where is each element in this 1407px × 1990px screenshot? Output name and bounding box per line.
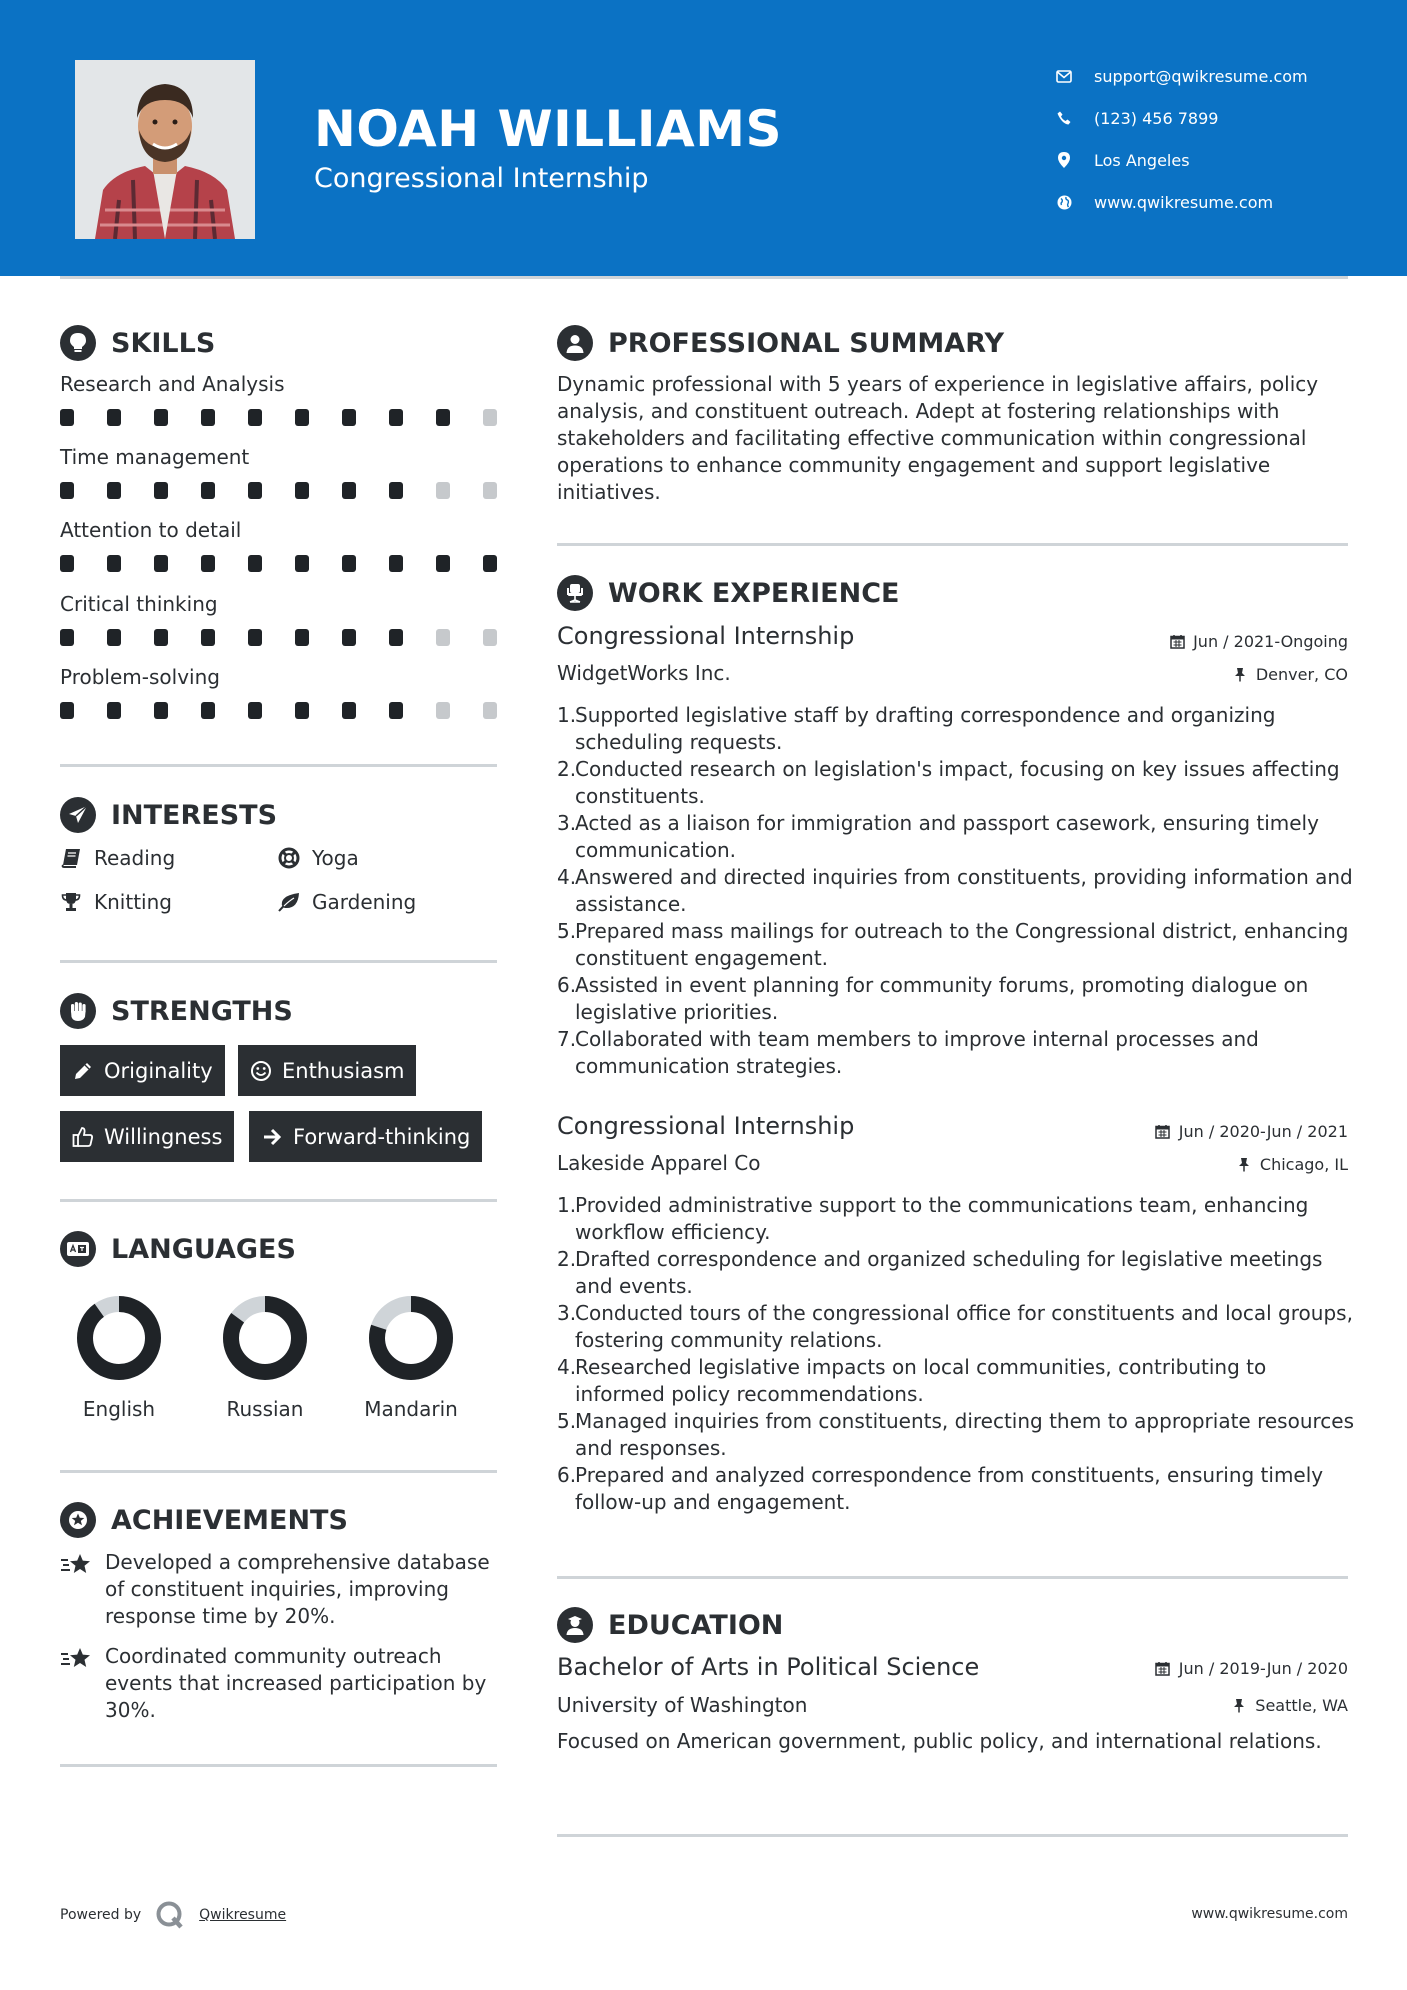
paper-plane-icon	[60, 797, 96, 833]
globe-icon	[1055, 193, 1073, 211]
pencil-icon	[72, 1060, 94, 1082]
rating-dot-filled	[201, 409, 215, 426]
strength-tag	[238, 1045, 416, 1096]
job-bullets	[557, 1192, 1357, 1516]
achievements-heading	[60, 1502, 348, 1538]
bullet-number: 5.	[557, 919, 577, 943]
bullet-number: 2.	[557, 757, 577, 781]
star-badge-icon	[60, 1502, 96, 1538]
skill-rating	[60, 629, 530, 646]
rating-dot-filled	[436, 409, 450, 426]
job-bullet	[557, 702, 1357, 756]
calendar-icon	[1169, 634, 1185, 650]
bullet-number: 3.	[557, 811, 577, 835]
job-company: WidgetWorks Inc.	[557, 661, 731, 685]
strength-label: Willingness	[104, 1124, 223, 1149]
strength-tag	[249, 1111, 482, 1162]
skill-name: Problem-solving	[60, 665, 220, 689]
rating-dot-filled	[154, 629, 168, 646]
life-ring-icon	[278, 847, 300, 869]
job-location	[1232, 665, 1348, 684]
rating-dot-filled	[201, 702, 215, 719]
rating-dot-filled	[201, 482, 215, 499]
contact-phone[interactable]	[1055, 97, 1308, 139]
rating-dot-filled	[201, 629, 215, 646]
education-location-text: Seattle, WA	[1255, 1696, 1348, 1715]
contact-website-text: www.qwikresume.com	[1094, 192, 1274, 212]
interest-label: Gardening	[312, 890, 417, 914]
rating-dot-empty	[436, 482, 450, 499]
section-divider	[60, 960, 497, 963]
book-icon	[60, 847, 82, 869]
bullet-text: Researched legislative impacts on local communities, contributing to informed policy recommendations.	[575, 1355, 1267, 1406]
office-chair-icon	[557, 575, 593, 611]
rating-dot-filled	[295, 482, 309, 499]
interests-title: INTERESTS	[111, 799, 278, 831]
language-name: English	[82, 1397, 156, 1421]
bullet-text: Answered and directed inquiries from constituents, providing information and assistance.	[575, 865, 1353, 916]
job-title: Congressional Internship	[557, 1112, 855, 1140]
summary-text: Dynamic professional with 5 years of experience in legislative affairs, policy analysis, and constituent outreach. Adept at fostering relationships with stakeholders and facilitating effective communication within congressional operations to enhance community engagement and support legislative initiatives.	[557, 372, 1319, 504]
job-bullet	[557, 972, 1357, 1026]
bullet-number: 1.	[557, 1193, 577, 1217]
rating-dot-empty	[436, 629, 450, 646]
job-dates	[1169, 632, 1348, 651]
bullet-text: Prepared and analyzed correspondence from constituents, ensuring timely follow-up and engagement.	[575, 1463, 1324, 1514]
rating-dot-filled	[483, 555, 497, 572]
interest-item	[60, 846, 175, 870]
qwikresume-link[interactable]: Qwikresume	[199, 1907, 287, 1923]
section-divider	[557, 1576, 1348, 1579]
rating-dot-filled	[107, 702, 121, 719]
bullet-text: Conducted tours of the congressional office for constituents and local groups, fostering community relations.	[575, 1301, 1353, 1352]
pushpin-icon	[1232, 667, 1248, 683]
contact-list	[1055, 55, 1308, 223]
strengths-title: STRENGTHS	[111, 995, 293, 1027]
rating-dot-empty	[483, 409, 497, 426]
rating-dot-filled	[389, 409, 403, 426]
skills-title: SKILLS	[111, 327, 216, 359]
achievement-text: Coordinated community outreach events that increased participation by 30%.	[105, 1644, 487, 1722]
skill-name: Time management	[60, 445, 250, 469]
rating-dot-filled	[342, 555, 356, 572]
rating-dot-filled	[154, 409, 168, 426]
rating-dot-empty	[483, 629, 497, 646]
candidate-name: NOAH WILLIAMS	[314, 100, 782, 158]
rating-dot-filled	[60, 629, 74, 646]
thumbs-up-icon	[72, 1126, 94, 1148]
rating-dot-empty	[483, 482, 497, 499]
rating-dot-filled	[60, 482, 74, 499]
bullet-text: Managed inquiries from constituents, directing them to appropriate resources and responses.	[575, 1409, 1355, 1460]
summary-title: PROFESSIONAL SUMMARY	[608, 327, 1005, 359]
education-heading	[557, 1607, 783, 1643]
achievement-item	[60, 1549, 490, 1630]
job-bullet	[557, 864, 1357, 918]
interest-label: Knitting	[94, 890, 172, 914]
contact-website[interactable]	[1055, 181, 1308, 223]
job-dates	[1155, 1122, 1348, 1141]
rating-dot-filled	[60, 555, 74, 572]
user-icon	[557, 325, 593, 361]
strength-label: Forward-thinking	[293, 1124, 471, 1149]
map-pin-icon	[1055, 151, 1073, 169]
pushpin-icon	[1236, 1157, 1252, 1173]
rating-dot-filled	[154, 702, 168, 719]
arrow-right-icon	[261, 1126, 283, 1148]
experience-title: WORK EXPERIENCE	[608, 577, 900, 609]
bullet-text: Acted as a liaison for immigration and passport casework, ensuring timely communication.	[575, 811, 1319, 862]
calendar-icon	[1155, 1124, 1171, 1140]
powered-by-text: Powered by	[60, 1907, 142, 1923]
rating-dot-filled	[248, 482, 262, 499]
section-divider	[60, 1199, 497, 1202]
rating-dot-filled	[154, 482, 168, 499]
job-bullet	[557, 1192, 1357, 1246]
skill-rating	[60, 482, 530, 499]
job-location-text: Chicago, IL	[1259, 1155, 1348, 1174]
rating-dot-filled	[154, 555, 168, 572]
calendar-icon	[1155, 1661, 1171, 1677]
education-location	[1231, 1696, 1348, 1715]
skill-name: Research and Analysis	[60, 372, 285, 396]
interest-item	[278, 890, 416, 914]
bullet-text: Prepared mass mailings for outreach to the Congressional district, enhancing constituent engagement.	[575, 919, 1349, 970]
rating-dot-filled	[60, 702, 74, 719]
bullet-number: 4.	[557, 865, 577, 889]
envelope-icon	[1055, 67, 1073, 85]
header-divider	[60, 276, 1348, 279]
rating-dot-filled	[248, 409, 262, 426]
skill-rating	[60, 409, 530, 426]
job-bullet	[557, 1300, 1357, 1354]
section-divider	[557, 543, 1348, 546]
rating-dot-filled	[295, 409, 309, 426]
summary-heading	[557, 325, 1004, 361]
job-bullet	[557, 918, 1357, 972]
job-bullet	[557, 1354, 1357, 1408]
bullet-text: Collaborated with team members to improve internal processes and communication strategies.	[575, 1027, 1259, 1078]
job-company: Lakeside Apparel Co	[557, 1151, 761, 1175]
profile-photo	[75, 60, 255, 239]
language-ring	[366, 1293, 456, 1383]
strength-tag	[60, 1111, 234, 1162]
language-name: Mandarin	[364, 1397, 458, 1421]
achievements-title: ACHIEVEMENTS	[111, 1504, 348, 1536]
pushpin-icon	[1231, 1698, 1247, 1714]
footer-website[interactable]: www.qwikresume.com	[1191, 1906, 1348, 1922]
job-bullet	[557, 1462, 1357, 1516]
rating-dot-filled	[342, 702, 356, 719]
skill-name: Attention to detail	[60, 518, 242, 542]
bullet-number: 5.	[557, 1409, 577, 1433]
fist-icon	[60, 993, 96, 1029]
rating-dot-filled	[248, 702, 262, 719]
graduate-icon	[557, 1607, 593, 1643]
bullet-number: 3.	[557, 1301, 577, 1325]
leaf-icon	[278, 891, 300, 913]
job-bullet	[557, 756, 1357, 810]
job-bullets	[557, 702, 1357, 1080]
rating-dot-filled	[342, 409, 356, 426]
experience-heading	[557, 575, 899, 611]
strength-tag	[60, 1045, 225, 1096]
education-degree: Bachelor of Arts in Political Science	[557, 1653, 980, 1681]
interest-label: Reading	[94, 846, 176, 870]
qwikresume-logo-icon	[155, 1900, 185, 1930]
strengths-heading	[60, 993, 293, 1029]
rating-dot-filled	[248, 555, 262, 572]
rating-dot-empty	[483, 702, 497, 719]
bullet-number: 2.	[557, 1247, 577, 1271]
rating-dot-empty	[436, 702, 450, 719]
job-bullet	[557, 1246, 1357, 1300]
rating-dot-filled	[389, 629, 403, 646]
shooting-star-icon	[60, 1552, 92, 1578]
skill-rating	[60, 555, 530, 572]
strength-label: Originality	[104, 1058, 213, 1083]
job-bullet	[557, 1408, 1357, 1462]
ring-fill	[85, 1304, 153, 1372]
bullet-text: Drafted correspondence and organized scheduling for legislative meetings and events.	[575, 1247, 1323, 1298]
rating-dot-filled	[342, 629, 356, 646]
language-item	[341, 1293, 481, 1421]
language-ring	[220, 1293, 310, 1383]
job-location	[1236, 1155, 1348, 1174]
language-ring	[74, 1293, 164, 1383]
strength-label: Enthusiasm	[282, 1058, 405, 1083]
languages-title: LANGUAGES	[111, 1233, 296, 1265]
interests-heading	[60, 797, 277, 833]
language-name: Russian	[226, 1397, 304, 1421]
rating-dot-filled	[60, 409, 74, 426]
interest-label: Yoga	[312, 846, 359, 870]
section-divider	[60, 764, 497, 767]
bullet-text: Supported legislative staff by drafting correspondence and organizing scheduling requests.	[575, 703, 1276, 754]
rating-dot-filled	[436, 555, 450, 572]
education-school: University of Washington	[557, 1693, 808, 1717]
rating-dot-filled	[389, 555, 403, 572]
interest-item	[60, 890, 172, 914]
skill-name: Critical thinking	[60, 592, 218, 616]
bullet-text: Assisted in event planning for community forums, promoting dialogue on legislative priorities.	[575, 973, 1309, 1024]
bullet-number: 6.	[557, 973, 577, 997]
rating-dot-filled	[107, 555, 121, 572]
bullet-number: 4.	[557, 1355, 577, 1379]
achievement-text: Developed a comprehensive database of constituent inquiries, improving response time by 20%.	[105, 1550, 490, 1628]
contact-phone-text: (123) 456 7899	[1094, 108, 1219, 128]
contact-location	[1055, 139, 1308, 181]
bullet-number: 1.	[557, 703, 577, 727]
contact-location-text: Los Angeles	[1094, 150, 1190, 170]
languages-heading	[60, 1231, 296, 1267]
skills-heading	[60, 325, 215, 361]
trophy-icon	[60, 891, 82, 913]
rating-dot-filled	[295, 629, 309, 646]
job-title: Congressional Internship	[557, 622, 855, 650]
phone-icon	[1055, 109, 1073, 127]
bullet-text: Conducted research on legislation's impact, focusing on key issues affecting constituents.	[575, 757, 1340, 808]
section-divider	[557, 1834, 1348, 1837]
lightbulb-icon	[60, 325, 96, 361]
shooting-star-icon	[60, 1646, 92, 1672]
education-description: Focused on American government, public policy, and international relations.	[557, 1729, 1322, 1753]
job-bullet	[557, 810, 1357, 864]
education-title: EDUCATION	[608, 1609, 784, 1641]
rating-dot-filled	[389, 702, 403, 719]
rating-dot-filled	[107, 629, 121, 646]
rating-dot-filled	[389, 482, 403, 499]
rating-dot-filled	[295, 555, 309, 572]
job-dates-text: Jun / 2020-Jun / 2021	[1178, 1122, 1348, 1141]
section-divider	[60, 1764, 497, 1767]
skill-rating	[60, 702, 530, 719]
language-item	[49, 1293, 189, 1421]
job-location-text: Denver, CO	[1255, 665, 1348, 684]
bullet-number: 6.	[557, 1463, 577, 1487]
language-icon	[60, 1231, 96, 1267]
candidate-title: Congressional Internship	[314, 163, 649, 194]
rating-dot-filled	[201, 555, 215, 572]
education-dates	[1155, 1659, 1348, 1678]
resume-header	[0, 0, 1407, 276]
rating-dot-filled	[342, 482, 356, 499]
smile-icon	[250, 1060, 272, 1082]
contact-email-text: support@qwikresume.com	[1094, 66, 1308, 86]
rating-dot-filled	[107, 482, 121, 499]
bullet-number: 7.	[557, 1027, 577, 1051]
bullet-text: Provided administrative support to the communications team, enhancing workflow efficiency.	[575, 1193, 1309, 1244]
education-dates-text: Jun / 2019-Jun / 2020	[1178, 1659, 1348, 1678]
footer-branding	[60, 1900, 286, 1930]
rating-dot-filled	[107, 409, 121, 426]
section-divider	[60, 1470, 497, 1473]
language-item	[195, 1293, 335, 1421]
interest-item	[278, 846, 359, 870]
rating-dot-filled	[248, 629, 262, 646]
achievement-item	[60, 1643, 490, 1724]
job-dates-text: Jun / 2021-Ongoing	[1193, 632, 1348, 651]
rating-dot-filled	[295, 702, 309, 719]
contact-email[interactable]	[1055, 55, 1308, 97]
job-bullet	[557, 1026, 1357, 1080]
